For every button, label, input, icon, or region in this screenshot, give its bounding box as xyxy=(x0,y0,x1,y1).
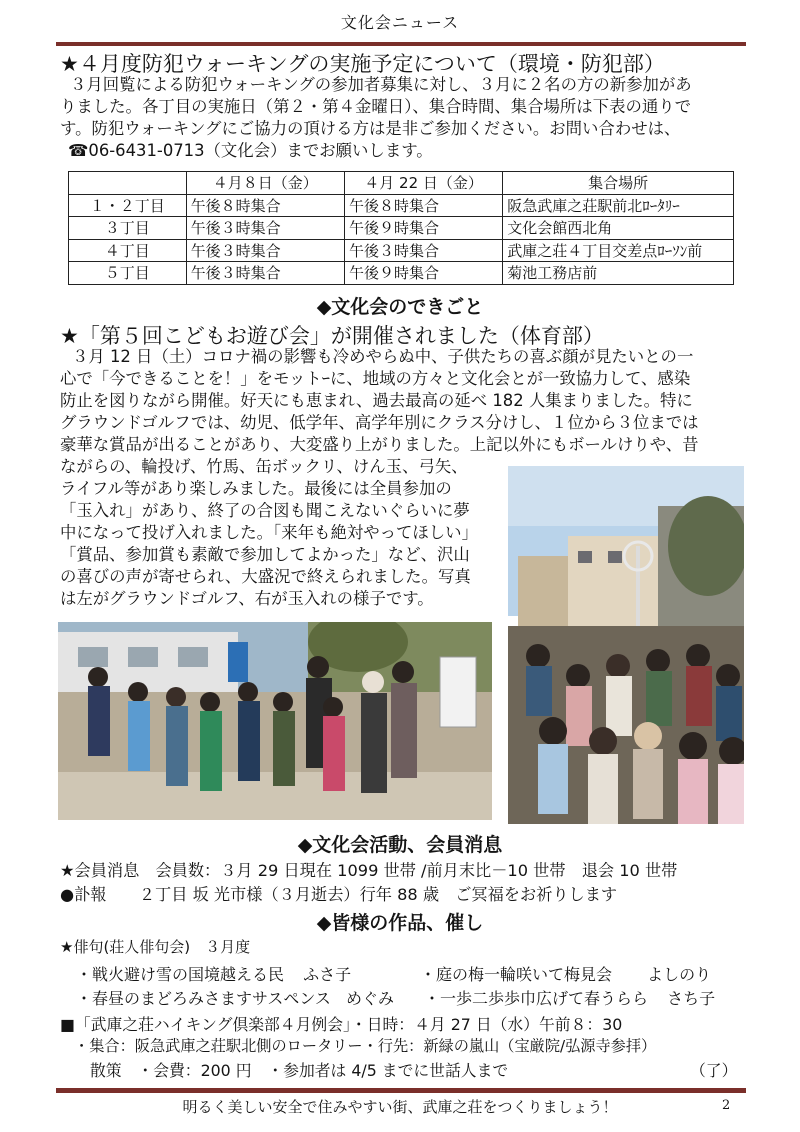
table-header-cell xyxy=(69,172,187,195)
haiku-author: さち子 xyxy=(667,989,716,1008)
haiku-author: ふさ子 xyxy=(303,965,352,984)
haiku-title: ★俳句(荘人俳句会) ３月度 xyxy=(60,938,251,956)
haiku-item xyxy=(76,986,394,1009)
walking-line: ３月回覧による防犯ウォーキングの参加者募集に対し、３月に２名の方の新参加があ xyxy=(70,75,692,94)
table-cell: 午後９時集合 xyxy=(344,217,502,240)
haiku-text: ・春昼のまどろみさますサスペンス xyxy=(76,989,331,1008)
table-cell: 文化会館西北角 xyxy=(503,217,734,240)
events-line: の喜びの声が寄せられ、大盛況で終えられました。写真 xyxy=(60,567,471,586)
events-line: 心で「今できることを！」をモットｰに、地域の方々と文化会とが一致協力して、感染 xyxy=(60,369,691,388)
hiking-line: 散策 ・会費：200 円 ・参加者は 4/5 までに世話人まで xyxy=(90,1061,509,1080)
haiku-item xyxy=(76,962,351,985)
events-line: 防止を図りながら開催。好天にも恵まれ、過去最高の延べ 182 人集まりました。特に xyxy=(60,391,693,410)
events-line: は左がグラウンドゴルフ、右が玉入れの様子です。 xyxy=(60,589,434,608)
haiku-text: ・庭の梅一輪咲いて梅見会 xyxy=(420,965,613,984)
walking-paragraph xyxy=(60,74,750,162)
hiking-line: ■「武庫之荘ハイキング倶楽部４月例会」・日時：４月 27 日（水）午前８：30 xyxy=(60,1015,623,1034)
table-cell: 午後９時集合 xyxy=(344,262,502,285)
table-header-cell: 集合場所 xyxy=(503,172,734,195)
haiku-text: ・一歩二歩歩巾広げて春うらら xyxy=(424,989,649,1008)
table-row xyxy=(69,217,734,240)
haiku-item xyxy=(424,986,715,1009)
table-row xyxy=(69,239,734,262)
members-heading: ◆文化会活動、会員消息 xyxy=(297,834,503,856)
table-cell: 阪急武庫之荘駅前北ﾛｰﾀﾘｰ xyxy=(503,194,734,217)
events-line: 「玉入れ」があり、終了の合図も聞こえないぐらいに夢 xyxy=(60,501,470,520)
ground-golf-photo xyxy=(58,622,492,820)
hiking-end-mark: （了） xyxy=(690,1061,738,1080)
members-count-line: ★会員消息 会員数：３月 29 日現在 1099 世帯 /前月末比－10 世帯 退会 10 世帯 xyxy=(60,861,678,880)
table-cell: 午後８時集合 xyxy=(186,194,344,217)
events-line: ライフル等があり楽しみました。最後には全員参加の xyxy=(60,479,452,498)
table-header-cell: ４月８日（金） xyxy=(186,172,344,195)
table-cell: 午後８時集合 xyxy=(344,194,502,217)
tamaire-photo xyxy=(508,466,744,824)
haiku-text: ・戦火避け雪の国境越える民 xyxy=(76,965,285,984)
table-cell: 午後３時集合 xyxy=(186,262,344,285)
table-cell: 午後３時集合 xyxy=(186,239,344,262)
table-header-cell: ４月 22 日（金） xyxy=(344,172,502,195)
obituary-line: ●訃報 ２丁目 坂 光市様（３月逝去）行年 88 歳 ご冥福をお祈りします xyxy=(60,885,618,904)
events-heading: ◆文化会のできごと xyxy=(316,296,484,318)
events-line: 豪華な賞品が出ることがあり、大変盛り上がりました。上記以外にもボールけりや、昔 xyxy=(60,435,699,454)
events-paragraph-narrow xyxy=(60,456,500,610)
walking-line: ☎06-6431-0713（文化会）までお願いします。 xyxy=(68,141,433,160)
walking-schedule-table xyxy=(68,171,734,285)
haiku-author: よしのり xyxy=(647,965,712,984)
hiking-line: ・集合：阪急武庫之荘駅北側のロータリー・行先：新緑の嵐山（宝厳院/弘源寺参拝） xyxy=(74,1037,657,1055)
table-header-row xyxy=(69,172,734,195)
events-subheading: ★「第５回こどもお遊び会」が開催されました（体育部） xyxy=(60,324,604,348)
table-cell: ４丁目 xyxy=(69,239,187,262)
top-divider xyxy=(56,42,746,46)
newsletter-title: 文化会ニュース xyxy=(340,13,460,32)
events-line: グラウンドゴルフでは、幼児、低学年、高学年別にクラス分けし、１位から３位までは xyxy=(60,413,699,432)
table-cell: 午後３時集合 xyxy=(344,239,502,262)
table-row xyxy=(69,262,734,285)
table-cell: ５丁目 xyxy=(69,262,187,285)
table-row xyxy=(69,194,734,217)
events-line: 中になって投げ入れました。「来年も絶対やってほしい」 xyxy=(60,523,478,542)
page-number: 2 xyxy=(722,1098,731,1113)
table-cell: ３丁目 xyxy=(69,217,187,240)
footer-slogan: 明るく美しい安全で住みやすい街、武庫之荘をつくりましょう！ xyxy=(182,1098,618,1116)
walking-heading: ★４月度防犯ウォーキングの実施予定について（環境・防犯部） xyxy=(60,52,665,76)
table-cell: １・２丁目 xyxy=(69,194,187,217)
haiku-item xyxy=(420,962,711,985)
walking-line: す。防犯ウォーキングにご協力の頂ける方は是非ご参加ください。お問い合わせは、 xyxy=(60,119,681,138)
bottom-divider xyxy=(56,1088,746,1093)
table-cell: 午後３時集合 xyxy=(186,217,344,240)
haiku-author: めぐみ xyxy=(345,989,394,1008)
works-heading: ◆皆様の作品、催し xyxy=(316,912,484,934)
table-cell: 武庫之荘４丁目交差点ﾛｰｿﾝ前 xyxy=(503,239,734,262)
events-line: ３月 12 日（土）コロナ禍の影響も冷めやらぬ中、子供たちの喜ぶ顔が見たいとの一 xyxy=(72,347,694,366)
events-paragraph xyxy=(60,346,750,456)
events-line: ながらの、輪投げ、竹馬、缶ボックリ、けん玉、弓矢、 xyxy=(60,457,468,476)
table-cell: 菊池工務店前 xyxy=(503,262,734,285)
walking-line: りました。各丁目の実施日（第２・第４金曜日）、集合時間、集合場所は下表の通りで xyxy=(60,97,692,116)
events-line: 「賞品、参加賞も素敵で参加してよかった」など、沢山 xyxy=(60,545,470,564)
